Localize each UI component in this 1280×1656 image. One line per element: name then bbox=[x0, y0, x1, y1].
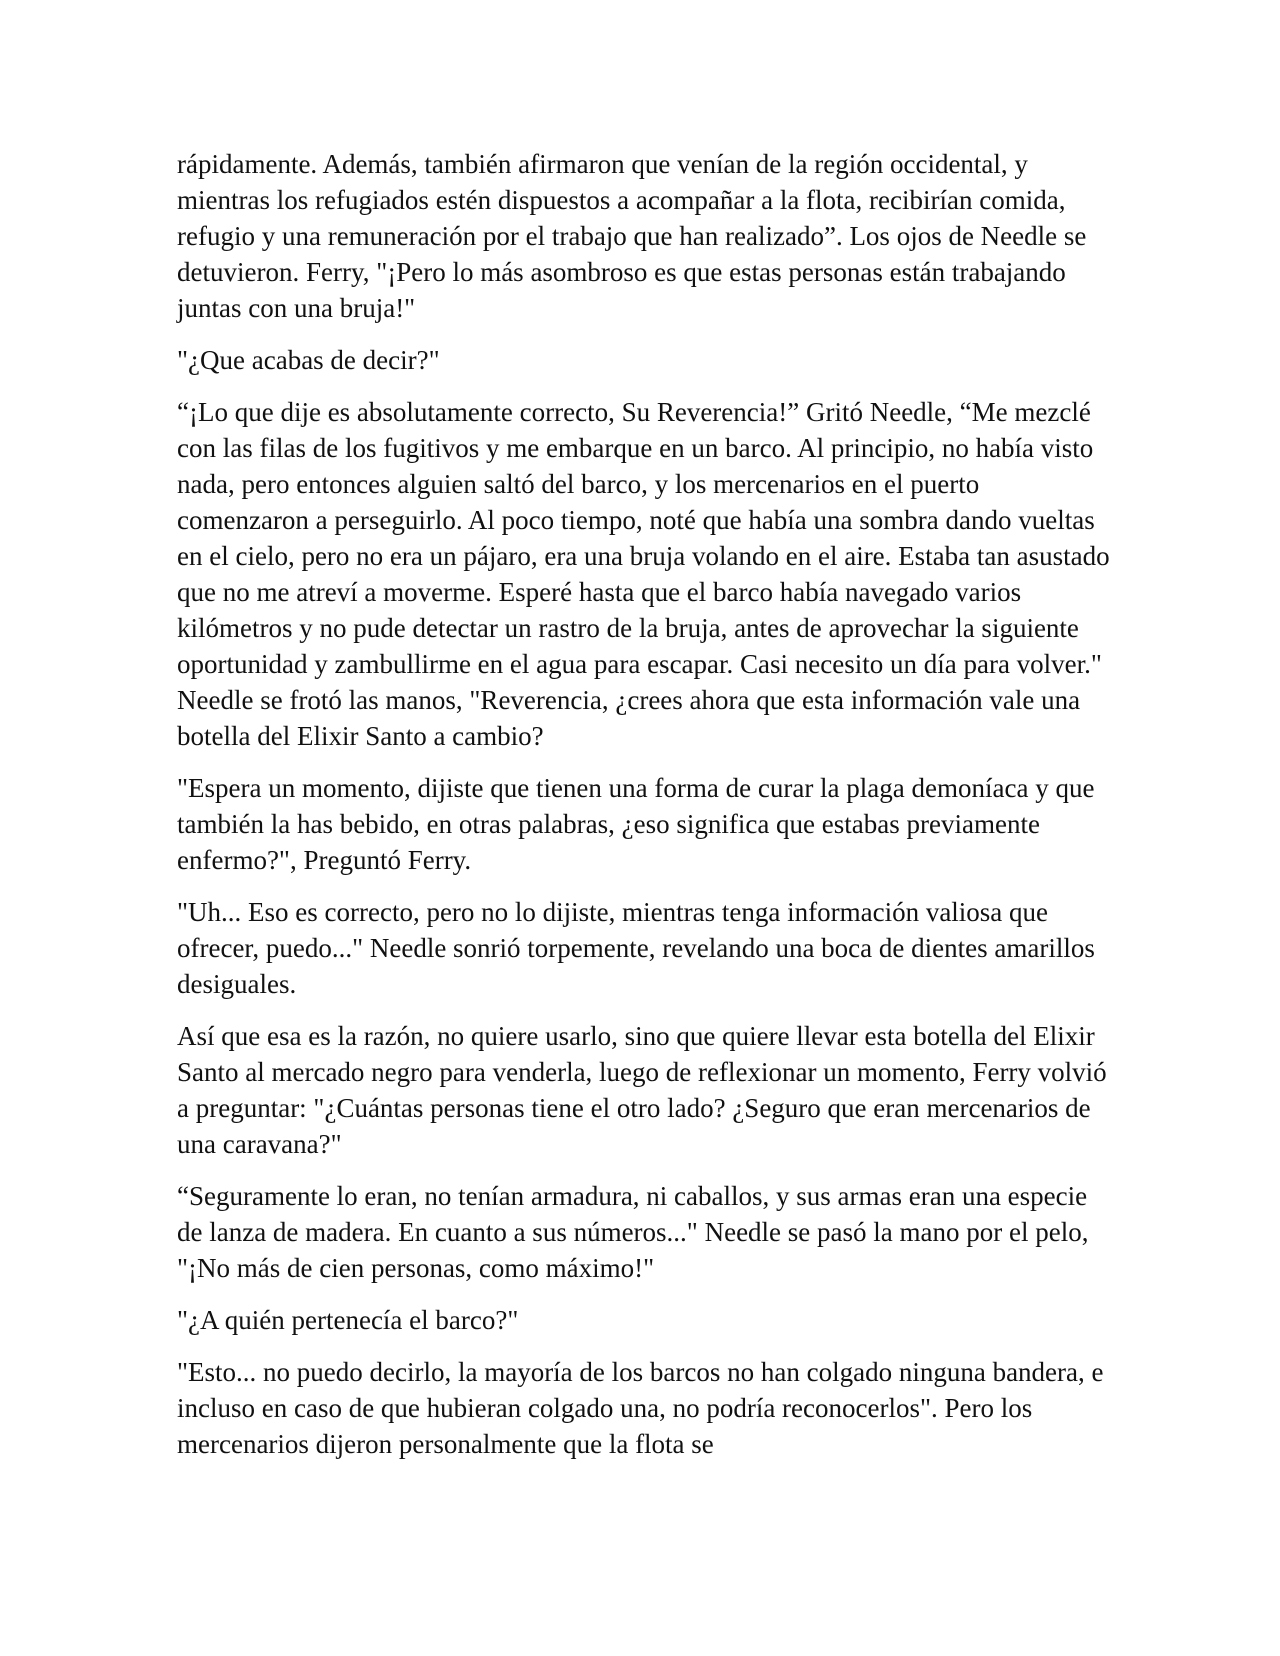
paragraph-3: “¡Lo que dije es absolutamente correcto, Su Reverencia!” Gritó Needle, “Me mezclé con las filas de los fugitivos y me embarque en un barco. Al principio, no había visto nada, pero entonces alguien saltó del barco, y los mercenarios en el puerto comenzaron a perseguirlo. Al poco tiempo, noté que había una sombra dando vueltas en el cielo, pero no era un pájaro, era una bruja volando en el aire. Estaba tan asustado que no me atreví a moverme. Esperé hasta que el barco había navegado varios kilómetros y no pude detectar un rastro de la bruja, antes de aprovechar la siguiente oportunidad y zambullirme en el agua para escapar. Casi necesito un día para volver." Needle se frotó las manos, "Reverencia, ¿crees ahora que esta información vale una botella del Elixir Santo a cambio? bbox=[177, 397, 1110, 751]
paragraph-2: "¿Que acabas de decir?" bbox=[177, 345, 440, 375]
paragraph-9: "Esto... no puedo decirlo, la mayoría de los barcos no han colgado ninguna bandera, e incluso en caso de que hubieran colgado una, no podría reconocerlos". Pero los mercenarios dijeron personalmente que la flota se bbox=[177, 1357, 1104, 1459]
paragraph-1: rápidamente. Además, también afirmaron que venían de la región occidental, y mientras los refugiados estén dispuestos a acompañar a la flota, recibirían comida, refugio y una remuneración por el trabajo que han realizado”. Los ojos de Needle se detuvieron. Ferry, "¡Pero lo más asombroso es que estas personas están trabajando juntas con una bruja!" bbox=[177, 149, 1087, 323]
paragraph-8: "¿A quién pertenecía el barco?" bbox=[177, 1305, 519, 1335]
paragraph-7: “Seguramente lo eran, no tenían armadura, ni caballos, y sus armas eran una especie de lanza de madera. En cuanto a sus números..." Needle se pasó la mano por el pelo, "¡No más de cien personas, como máximo!" bbox=[177, 1181, 1089, 1283]
paragraph-5: "Uh... Eso es correcto, pero no lo dijiste, mientras tenga información valiosa que ofrecer, puedo..." Needle sonrió torpemente, revelando una boca de dientes amarillos desiguales. bbox=[177, 897, 1095, 999]
paragraph-6: Así que esa es la razón, no quiere usarlo, sino que quiere llevar esta botella del Elixir Santo al mercado negro para venderla, luego de reflexionar un momento, Ferry volvió a preguntar: "¿Cuántas personas tiene el otro lado? ¿Seguro que eran mercenarios de una caravana?" bbox=[177, 1021, 1107, 1159]
document-page bbox=[177, 146, 1117, 1478]
paragraph-4: "Espera un momento, dijiste que tienen una forma de curar la plaga demoníaca y que también la has bebido, en otras palabras, ¿eso significa que estabas previamente enfermo?", Preguntó Ferry. bbox=[177, 773, 1095, 875]
